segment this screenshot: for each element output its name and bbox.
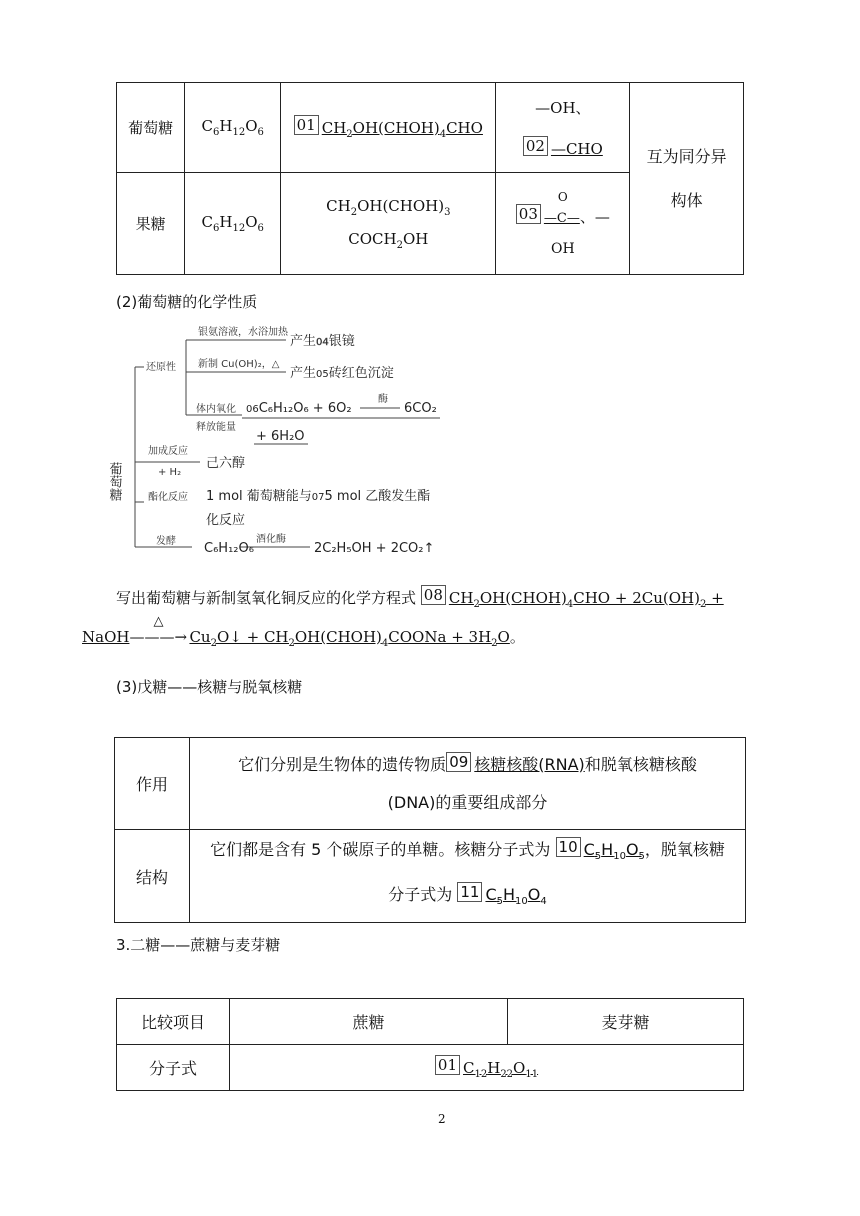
fructose-formula: $C_6H_{12}O_6$ (185, 173, 281, 275)
page-number: 2 (438, 1112, 446, 1126)
glucose-structure: 01 $CH_2OH(CHOH)_4CHO$ (281, 83, 496, 173)
branch-esterification: 酯化反应 (148, 492, 188, 503)
b1c-eq1: 06C₆H₁₂O₆ + 6O₂ (246, 401, 352, 416)
branch-addition-h2: + H₂ (158, 467, 182, 478)
glucose-name: 葡萄糖 (117, 83, 185, 173)
disaccharide-table (116, 998, 744, 1091)
section-2-title: (2)葡萄糖的化学性质 (116, 293, 258, 311)
header-maltose: 麦芽糖 (508, 999, 744, 1045)
structure-text: 它们都是含有 5 个碳原子的单糖。核糖分子式为 10 $C_5H_{10}O_5$，脱氧核糖 分子式为 11 $C_5H_{10}O_4$ (190, 830, 746, 923)
glucose-formula: $C_6H_{12}O_6$ (185, 83, 281, 173)
function-label: 作用 (115, 738, 190, 830)
formula-label: 分子式 (117, 1045, 230, 1091)
section-4-title: 3.二糖——蔗糖与麦芽糖 (116, 936, 281, 954)
header-item: 比较项目 (117, 999, 230, 1045)
b1b-label: 新制 Cu(OH)₂，△ (198, 359, 280, 370)
formula-value: 01 $C_{12}H_{22}O_{11}$ (230, 1045, 744, 1091)
structure-label: 结构 (115, 830, 190, 923)
b1b-result: 产生05砖红色沉淀 (290, 366, 394, 381)
section-3-title: (3)戊糖——核糖与脱氧核糖 (116, 678, 303, 696)
fructose-name: 果糖 (117, 173, 185, 275)
branch-addition: 加成反应 (148, 446, 188, 457)
b1c-enzyme: 酶 (378, 394, 388, 405)
glucose-properties-diagram (106, 322, 470, 562)
b1c-product: 6CO₂ (404, 401, 437, 416)
b1c-label1: 体内氧化 (196, 404, 236, 415)
b4-reactant: C₆H₁₂O₆ (204, 541, 254, 556)
glucose-groups: —OH、 02 —CHO (496, 83, 630, 173)
tree-root: 葡萄糖 (106, 462, 122, 501)
b1c-label2: 释放能量 (196, 422, 236, 433)
b1a-result: 产生04银镜 (290, 334, 355, 349)
header-sucrose: 蔗糖 (230, 999, 508, 1045)
b3-line2: 化反应 (206, 513, 246, 528)
b3-line1: 1 mol 葡萄糖能与075 mol 乙酸发生酯 (206, 489, 431, 504)
para-08-line2: NaOH △ ———→ $Cu_2O↓$ + $CH_2OH(CHOH)_4COONa + 3H_2O$。 (82, 614, 525, 649)
fructose-structure: $CH_2OH(CHOH)_3$ $COCH_2OH$ (281, 173, 496, 275)
branch-reduction: 还原性 (146, 362, 176, 373)
pentose-table (114, 737, 746, 923)
fructose-groups: O 03 —C—、— OH (496, 173, 630, 275)
b2-result: 己六醇 (206, 456, 246, 471)
b1c-eq2: + 6H₂O (256, 429, 305, 444)
b4-product: 2C₂H₅OH + 2CO₂↑ (314, 541, 435, 556)
branch-fermentation: 发酵 (156, 536, 176, 547)
b1a-label: 银氨溶液，水浴加热 (198, 327, 288, 338)
para-08: 写出葡萄糖与新制氢氧化铜反应的化学方程式 08 $CH_2OH(CHOH)_4CHO + 2Cu(OH)_2$ + (116, 586, 724, 610)
monosaccharide-table (116, 82, 744, 275)
b4-enzyme: 酒化酶 (256, 534, 286, 545)
function-text: 它们分别是生物体的遗传物质 09 核糖核酸(RNA)和脱氧核糖核酸 (DNA)的重要组成部分 (190, 738, 746, 830)
relation-cell: 互为同分异 构体 (630, 83, 744, 275)
